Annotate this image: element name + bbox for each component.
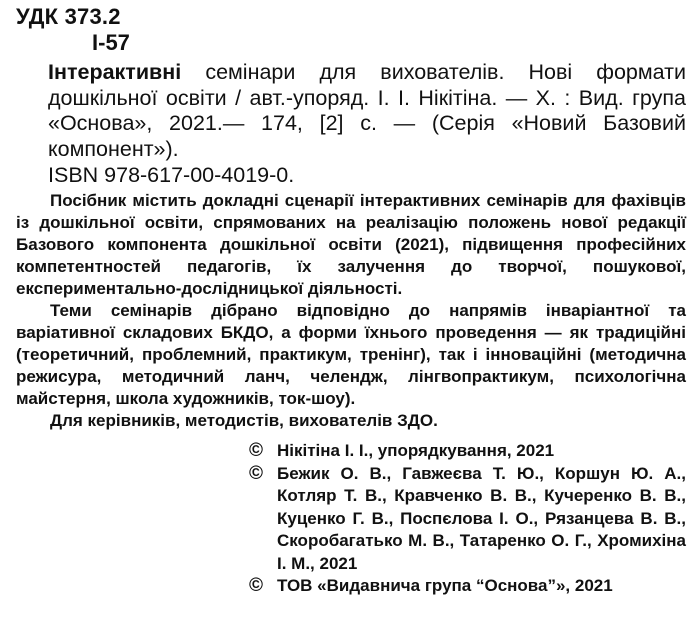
annotation-audience: Для керівників, методистів, вихователів ЗДО. <box>50 411 438 430</box>
copyright-compiler-text: Нікітіна І. І., упорядкування, 2021 <box>277 441 555 460</box>
author-sign: І-57 <box>92 30 130 55</box>
copyright-compiler <box>249 440 686 463</box>
copyright-authors <box>249 463 686 576</box>
annotation-paragraph: Теми семінарів дібрано відповідно до напрямів інваріантної та варіативної складових БКДО, а форми їхнього проведення — як традиційні (теоретичний, проблемний, практикум, тренінг), так і інноваційні (методична режисура, методичний ланч, челендж, лінгвопрактикум, психологічна майстерня, школа художників, ток-шоу). <box>16 301 686 408</box>
udk-code: УДК 373.2 <box>16 4 121 29</box>
copyright-authors-text: Бежик О. В., Гавжеєва Т. Ю., Коршун Ю. А., Котляр Т. В., Кравченко В. В., Кучеренко В. В., Куценко Г. В., Поспєлова І. О., Рязанцева В. В., Скоробагатько М. В., Татаренко О. Г., Хромихіна І. М., 2021 <box>277 463 686 573</box>
copyright-block <box>16 440 686 598</box>
copyright-icon: © <box>249 575 263 596</box>
bibliographic-description <box>16 60 686 162</box>
bibliographic-text: семінари для вихователів. Нові формати дошкільної освіти / авт.-упоряд. І. І. Нікітіна. — Х. : Вид. група «Основа», 2021.— 174, [2] с. — (Серія «Новий Базовий компонент»). <box>48 60 686 161</box>
copyright-icon: © <box>249 440 263 461</box>
copyright-icon: © <box>249 462 263 484</box>
annotation <box>16 190 686 432</box>
title-first-word: Інтерактивні <box>48 60 182 84</box>
copyright-publisher-text: ТОВ «Видавнича група “Основа”», 2021 <box>277 576 613 595</box>
copyright-publisher <box>249 575 686 598</box>
annotation-paragraph: Посібник містить докладні сценарії інтерактивних семінарів для фахівців із дошкільної освіти, спрямованих на реалізацію положень нової редакції Базового компонента дошкільної освіти (2021), підвищення професійних компетентностей педагогів, їх залучення до творчої, пошукової, експериментально-дослідницької діяльності. <box>16 191 686 298</box>
isbn: ISBN 978-617-00-4019-0. <box>48 163 295 187</box>
